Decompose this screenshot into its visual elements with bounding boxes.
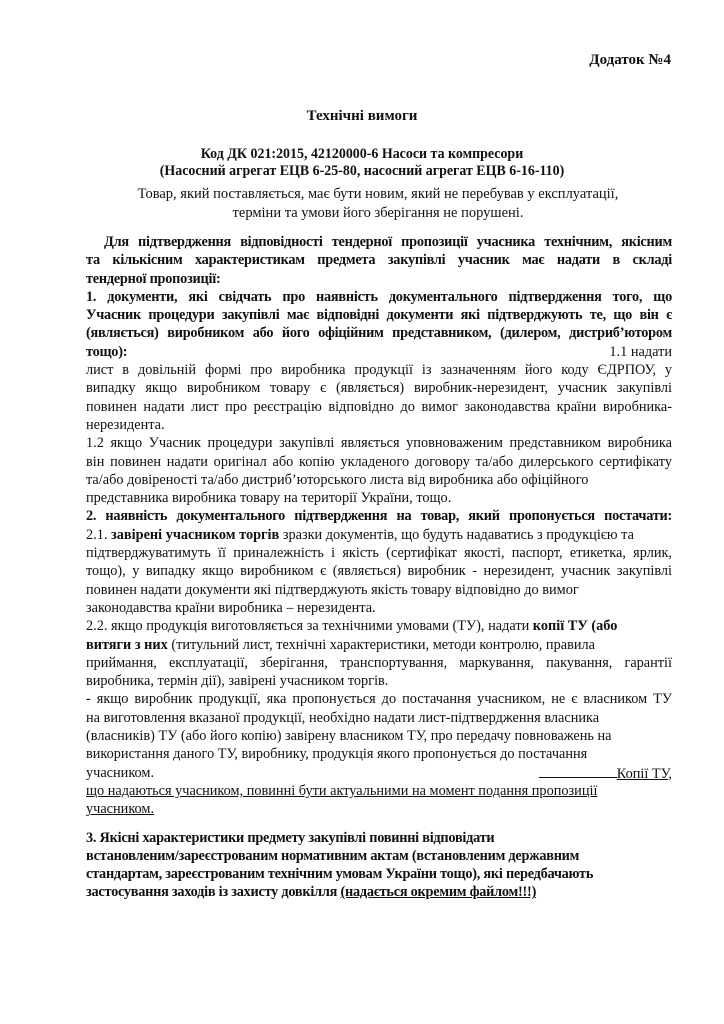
item-1-2-line: та/або довіреності та/або дистриб’юторського листа від виробника або офіційного bbox=[86, 471, 589, 488]
item-1-1-line: лист в довільній формі про виробника продукції із зазначенням його коду ЄДРПОУ, у bbox=[86, 362, 672, 379]
item-2-1-line: підтверджуватимуть її приналежність і якість (сертифікат якості, паспорт, етикетка, ярлик, bbox=[86, 545, 672, 562]
section1-heading-line: (являється) виробником або його офіційним представником, (дилером, дистриб’ютором bbox=[86, 325, 672, 342]
intro-line-2: терміни та умови його зберігання не порушені. bbox=[232, 205, 524, 221]
item-1-1-start: 1.1 надати bbox=[609, 343, 672, 360]
item-2-1-line: повинен надати документи які підтверджують якість товару відповідно до вимог bbox=[86, 581, 579, 598]
item-2-2-prefix: 2.2. якщо продукція виготовляється за технічними умовами (ТУ), надати bbox=[86, 618, 533, 635]
item-1-1-line: повинен надати лист про реєстрацію відповідно до вимог законодавства країни виробника- bbox=[86, 398, 672, 415]
item-2-1-prefix: 2.1. bbox=[86, 526, 112, 543]
section3-line: 3. Якісні характеристики предмету закупівлі повинні відповідати bbox=[86, 829, 495, 846]
note-end: учасником. bbox=[86, 764, 155, 781]
section1-heading-line: 1. документи, які свідчать про наявність документального підтвердження того, що bbox=[86, 288, 672, 305]
item-2-2-second-line bbox=[86, 636, 672, 654]
section2-heading: 2. наявність документального підтвердження на товар, який пропонується постачати: bbox=[86, 508, 672, 525]
document-title: Технічні вимоги bbox=[306, 108, 418, 124]
code-line-2: (Насосний агрегат ЕЦВ 6-25-80, насосний агрегат ЕЦВ 6-16-110) bbox=[159, 163, 565, 179]
item-2-1-line: тощо), у випадку якщо виробником є (являється) виробник - нерезидент, учасник закупівлі bbox=[86, 563, 672, 580]
section3-line: стандартам, зареєстрованим технічним умовам України тощо), які передбачають bbox=[86, 866, 594, 883]
item-2-1-rest: зразки документів, що будуть надаватись з продукцією та bbox=[279, 526, 634, 543]
copies-line bbox=[86, 782, 672, 800]
note-line: - якщо виробник продукції, яка пропонується до постачання учасником, не є власником ТУ bbox=[86, 691, 672, 708]
item-2-2-bold: копії ТУ (або bbox=[532, 618, 618, 635]
copies-text: учасником. bbox=[86, 801, 155, 818]
document-body bbox=[86, 233, 672, 902]
copies-line bbox=[86, 800, 672, 818]
item-1-2-line: представника виробника товару на території України, тощо. bbox=[86, 490, 452, 507]
lead-line: тендерної пропозиції: bbox=[86, 270, 221, 287]
lead-line: Для підтвердження відповідності тендерної пропозиції учасника технічним, якісним bbox=[104, 234, 672, 250]
section1-heading-line: тощо): bbox=[86, 343, 128, 360]
annex-label: Додаток №4 bbox=[589, 52, 671, 68]
item-1-2-line: 1.2 якщо Учасник процедури закупівлі являється уповноваженим представником виробника bbox=[86, 435, 672, 452]
item-2-2-bold: витяги з них bbox=[86, 636, 168, 653]
copies-text: що надаються учасником, повинні бути актуальними на момент подання пропозиції bbox=[86, 782, 598, 799]
section3-line: встановленим/зареєстрованим нормативним актам (встановленим державним bbox=[86, 847, 580, 864]
copies-start bbox=[539, 764, 672, 782]
separate-file-note: (надається окремим файлом!!!) bbox=[340, 884, 537, 901]
section1-heading-line: Учасник процедури закупівлі має відповідні документи які підтверджують те, що він є bbox=[86, 307, 672, 324]
code-line-1: Код ДК 021:2015, 42120000-6 Насоси та компресори bbox=[200, 146, 524, 162]
item-2-2-line: виробника, термін дії), завірені учасником торгів. bbox=[86, 673, 389, 690]
copies-start-text: Копії ТУ, bbox=[616, 765, 672, 782]
note-end-row bbox=[86, 764, 672, 782]
item-1-1-line: випадку якщо виробником товару є (являється) виробник-нерезидент, учасник закупівлі bbox=[86, 380, 672, 397]
note-line: на виготовлення вказаної продукції, необхідно надати лист-підтвердження власника bbox=[86, 709, 600, 726]
item-1-2-line: він повинен надати оригінал або копію укладеного договору та/або дилерського сертифікату bbox=[86, 453, 672, 470]
section3-last-line bbox=[86, 883, 672, 901]
underline-blank bbox=[539, 764, 617, 778]
item-1-1-line: нерезидента. bbox=[86, 416, 165, 433]
note-line: використання даного ТУ, виробнику, продукція якого пропонується до постачання bbox=[86, 746, 588, 763]
item-2-1-line: законодавства країни виробника – нерезидента. bbox=[86, 599, 376, 616]
lead-line: та кількісним характеристикам предмета закупівлі учасник має надати в складі bbox=[86, 252, 672, 269]
note-line: (власників) ТУ (або його копію) завірену власником ТУ, про передачу повноважень на bbox=[86, 728, 612, 745]
section3-last-text: застосування заходів із захисту довкілля bbox=[86, 884, 341, 901]
intro-line-1: Товар, який поставляється, має бути новим, який не перебував у експлуатації, bbox=[137, 186, 619, 202]
section1-heading-end-row bbox=[86, 343, 672, 361]
item-2-2-first-line bbox=[86, 617, 672, 635]
item-2-2-rest: (титульний лист, технічні характеристики, методи контролю, правила bbox=[167, 636, 595, 653]
item-2-1-bold: завірені учасником торгів bbox=[111, 526, 280, 543]
item-2-1-first-line bbox=[86, 526, 672, 544]
item-2-2-line: приймання, експлуатації, зберігання, транспортування, маркування, пакування, гарантії bbox=[86, 654, 672, 671]
